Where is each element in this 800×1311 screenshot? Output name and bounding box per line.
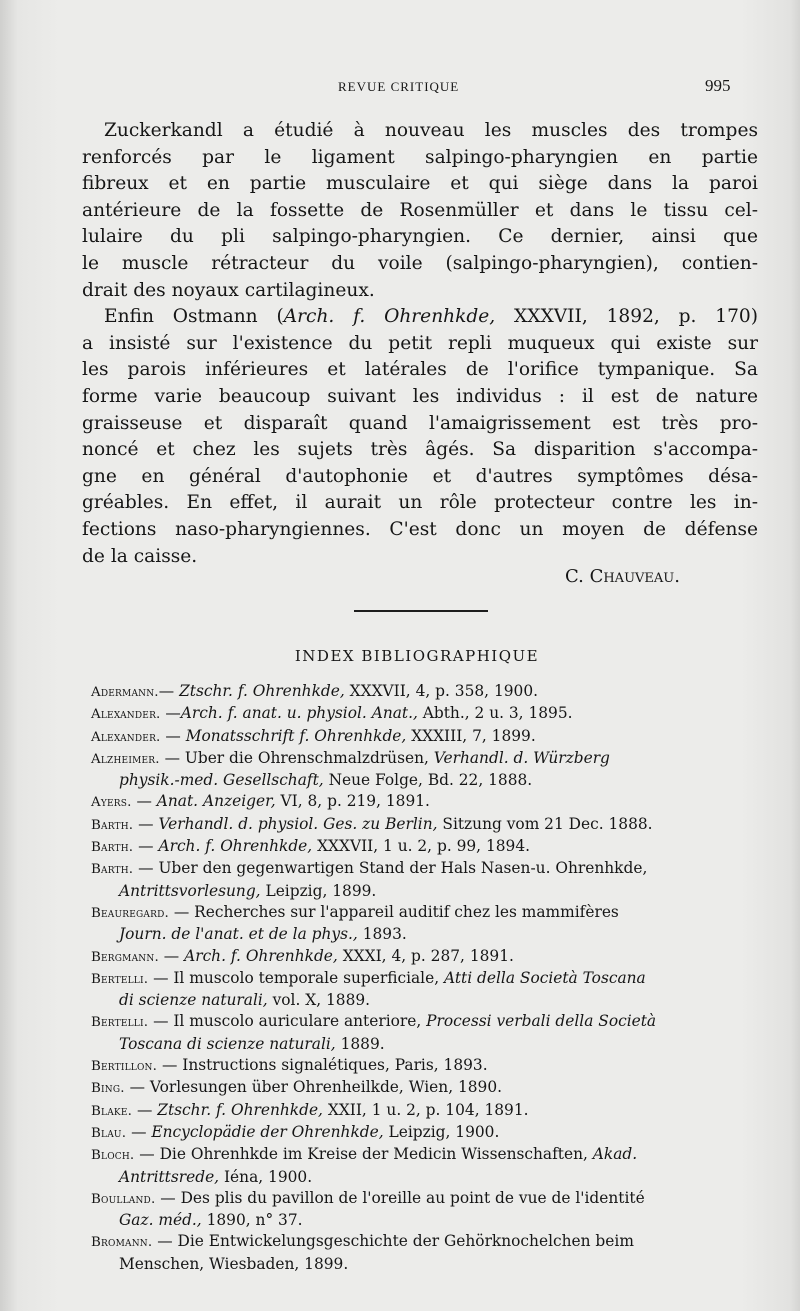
page-number: 995 bbox=[705, 76, 731, 95]
entry-source-italic: Arch. f. anat. u. physiol. Anat., bbox=[180, 704, 418, 723]
entry-source-italic: Verhandl. d. physiol. Ges. zu Berlin, bbox=[158, 814, 438, 833]
body-line: fibreux et en partie musculaire et qui siège dans la paroi bbox=[82, 173, 758, 195]
bibliography-entry bbox=[91, 946, 761, 968]
entry-author: Bloch. bbox=[91, 1148, 135, 1164]
entry-author: Barth. bbox=[91, 817, 134, 833]
body-line: drait des noyaux cartilagineux. bbox=[82, 279, 375, 301]
bibliography-entry bbox=[91, 858, 761, 902]
body-line: de la caisse. bbox=[82, 545, 198, 567]
entry-author: Barth. bbox=[91, 840, 134, 856]
entry-author: Alzheimer. bbox=[91, 751, 160, 767]
entry-source-italic: Journ. de l'anat. et de la phys., bbox=[119, 925, 358, 944]
entry-text: XXII, 1 u. 2, p. 104, 1891. bbox=[322, 1100, 529, 1119]
entry-source-italic: Gaz. méd., bbox=[119, 1211, 202, 1230]
body-line: noncé et chez les sujets très âgés. Sa disparition s'accompa- bbox=[82, 439, 758, 461]
body-line: graisseuse et disparaît quand l'amaigrissement est très pro- bbox=[82, 412, 758, 434]
bibliography-entry bbox=[91, 726, 761, 748]
entry-text: — Vorlesungen über Ohrenheilkde, Wien, 1890. bbox=[124, 1078, 503, 1097]
entry-author: Alexander. bbox=[91, 729, 161, 745]
entry-source-italic: Antrittsrede, bbox=[119, 1167, 220, 1186]
entry-line bbox=[91, 1077, 761, 1099]
running-title: REVUE CRITIQUE bbox=[338, 79, 460, 94]
entry-author: Barth. bbox=[91, 862, 134, 878]
entry-text: — bbox=[133, 837, 159, 856]
entry-author: Bertelli. bbox=[91, 1015, 149, 1031]
entry-text: — Des plis du pavillon de l'oreille au point de vue de l'identité bbox=[155, 1188, 645, 1207]
entry-line bbox=[91, 836, 761, 858]
entry-source-italic: Arch. f. Ohrenhkde, bbox=[158, 837, 313, 856]
entry-line bbox=[91, 1144, 761, 1166]
bibliography-entry bbox=[91, 748, 761, 792]
bibliography-entry bbox=[91, 791, 761, 813]
entry-text: Menschen, Wiesbaden, 1899. bbox=[119, 1254, 349, 1273]
body-line: gréables. En effet, il aurait un rôle protecteur contre les in- bbox=[82, 492, 758, 514]
entry-source-italic: Toscana di scienze naturali, bbox=[119, 1034, 336, 1053]
entry-text: vol. X, 1889. bbox=[267, 991, 371, 1010]
entry-author: Adermann. bbox=[91, 685, 159, 700]
entry-text: XXXIII, 7, 1899. bbox=[406, 726, 536, 745]
body-line: gne en général d'autophonie et d'autres symptômes désa- bbox=[82, 465, 758, 487]
entry-text: 1890, n° 37. bbox=[201, 1211, 303, 1230]
entry-text: — bbox=[158, 946, 185, 965]
entry-text: XXXVII, 1 u. 2, p. 99, 1894. bbox=[312, 837, 531, 856]
entry-line bbox=[91, 1034, 761, 1055]
entry-author: Blau. bbox=[91, 1125, 127, 1141]
bibliography-entry bbox=[91, 836, 761, 858]
body-line: renforcés par le ligament salpingo-pharyngien en partie bbox=[82, 146, 758, 168]
bibliography-list bbox=[91, 681, 761, 1275]
entry-source-italic: di scienze naturali, bbox=[119, 991, 268, 1010]
entry-author: Bertillon. bbox=[91, 1059, 158, 1075]
entry-text: — Uber den gegenwartigen Stand der Hals Nasen-u. Ohrenhkde, bbox=[133, 859, 648, 878]
entry-author: Bertelli. bbox=[91, 971, 149, 987]
entry-line bbox=[91, 1011, 761, 1033]
entry-line bbox=[91, 1210, 761, 1231]
bibliography-entry bbox=[91, 1188, 761, 1232]
entry-source-italic: Antrittsvorlesung, bbox=[119, 881, 261, 900]
entry-source-italic: Ztschr. f. Ohrenhkde, bbox=[179, 682, 345, 700]
bibliography-entry bbox=[91, 681, 761, 703]
entry-text: — Recherches sur l'appareil auditif chez les mammifères bbox=[168, 902, 619, 921]
entry-author: Bromann. bbox=[91, 1235, 153, 1251]
entry-source-italic: Akad. bbox=[592, 1145, 638, 1164]
entry-author: Bing. bbox=[91, 1081, 125, 1097]
entry-line bbox=[91, 814, 761, 836]
entry-text: — Il muscolo temporale superficiale, bbox=[148, 968, 444, 987]
body-line: Zuckerkandl a étudié à nouveau les muscles des trompes bbox=[104, 120, 758, 141]
entry-line bbox=[91, 946, 761, 968]
entry-line bbox=[91, 770, 761, 791]
entry-text: 1889. bbox=[335, 1034, 385, 1053]
entry-text: — bbox=[131, 792, 157, 811]
entry-text: — Instructions signalétiques, Paris, 1893. bbox=[157, 1056, 488, 1075]
entry-line bbox=[91, 1167, 761, 1188]
entry-text: — Uber die Ohrenschmalzdrüsen, bbox=[159, 748, 434, 767]
running-header bbox=[0, 76, 800, 96]
entry-line bbox=[91, 681, 761, 703]
entry-text: 1893. bbox=[357, 925, 407, 944]
entry-author: Ayers. bbox=[91, 795, 132, 811]
body-line: les parois inférieures et latérales de l'orifice tympanique. Sa bbox=[82, 359, 758, 381]
entry-text: — bbox=[133, 814, 159, 833]
entry-source-italic: Atti della Società Toscana bbox=[444, 968, 646, 987]
body-line: forme varie beaucoup suivant les individus : il est de nature bbox=[82, 385, 758, 407]
body-line: lulaire du pli salpingo-pharyngien. Ce dernier, ainsi que bbox=[82, 226, 758, 248]
entry-text: — bbox=[160, 726, 186, 745]
entry-author: Boulland. bbox=[91, 1191, 156, 1207]
body-line: le muscle rétracteur du voile (salpingo-pharyngien), contien- bbox=[82, 252, 758, 274]
entry-source-italic: Arch. f. Ohrenhkde, bbox=[184, 946, 338, 965]
entry-line bbox=[91, 881, 761, 902]
entry-text: XXXVII, 4, p. 358, 1900. bbox=[344, 682, 539, 700]
index-heading: INDEX BIBLIOGRAPHIQUE bbox=[294, 647, 540, 665]
entry-text: Leipzig, 1900. bbox=[383, 1122, 500, 1141]
entry-author: Bergmann. bbox=[91, 949, 159, 965]
bibliography-entry bbox=[91, 1100, 761, 1122]
bibliography-entry bbox=[91, 1231, 761, 1275]
entry-line bbox=[91, 1100, 761, 1122]
entry-source-italic: Verhandl. d. Würzberg bbox=[433, 748, 610, 767]
entry-line bbox=[91, 791, 761, 813]
entry-text: — bbox=[160, 704, 181, 723]
entry-author: Blake. bbox=[91, 1103, 133, 1119]
body-line bbox=[82, 304, 758, 331]
entry-line bbox=[91, 902, 761, 924]
author-signature: C. Chauveau. bbox=[565, 566, 680, 587]
entry-text: Neue Folge, Bd. 22, 1888. bbox=[323, 771, 533, 790]
bibliography-entry bbox=[91, 1144, 761, 1188]
entry-line bbox=[91, 726, 761, 748]
body-line: a insisté sur l'existence du petit repli muqueux qui existe sur bbox=[82, 332, 758, 354]
bibliography-entry bbox=[91, 703, 761, 725]
bibliography-entry bbox=[91, 1122, 761, 1144]
entry-line bbox=[91, 1231, 761, 1253]
body-line-text: Enfin Ostmann ( bbox=[104, 306, 284, 328]
body-line: antérieure de la fossette de Rosenmüller et dans le tissu cel- bbox=[82, 199, 758, 221]
body-line-text: XXXVII, 1892, p. 170) bbox=[495, 306, 758, 328]
entry-text: Iéna, 1900. bbox=[219, 1167, 313, 1186]
entry-line bbox=[91, 990, 761, 1011]
entry-line bbox=[91, 1055, 761, 1077]
entry-text: — Il muscolo auriculare anteriore, bbox=[148, 1012, 427, 1031]
entry-author: Alexander. bbox=[91, 707, 161, 723]
entry-line bbox=[91, 1122, 761, 1144]
entry-text: Leipzig, 1899. bbox=[260, 881, 377, 900]
bibliography-entry bbox=[91, 814, 761, 836]
bibliography-entry bbox=[91, 1077, 761, 1099]
bibliography-entry bbox=[91, 1055, 761, 1077]
entry-line bbox=[91, 858, 761, 880]
entry-text: — Die Entwickelungsgeschichte der Gehörknochelchen beim bbox=[152, 1232, 634, 1251]
entry-text: Sitzung vom 21 Dec. 1888. bbox=[437, 814, 653, 833]
bibliography-entry bbox=[91, 968, 761, 1012]
entry-source-italic: Ztschr. f. Ohrenhkde, bbox=[157, 1100, 323, 1119]
entry-source-italic: Anat. Anzeiger, bbox=[156, 792, 276, 811]
bibliography-entry bbox=[91, 902, 761, 946]
entry-line bbox=[91, 924, 761, 945]
entry-text: XXXI, 4, p. 287, 1891. bbox=[337, 946, 514, 965]
bibliography-entry bbox=[91, 1011, 761, 1055]
entry-text: — Die Ohrenhkde im Kreise der Medicin Wissenschaften, bbox=[134, 1145, 593, 1164]
entry-author: Beauregard. bbox=[91, 905, 169, 921]
entry-source-italic: physik.-med. Gesellschaft, bbox=[119, 771, 324, 790]
section-divider bbox=[354, 610, 488, 612]
entry-line bbox=[91, 1188, 761, 1210]
entry-text: — bbox=[126, 1122, 152, 1141]
entry-line bbox=[91, 968, 761, 990]
review-body-text bbox=[82, 118, 758, 570]
entry-text: Abth., 2 u. 3, 1895. bbox=[417, 704, 573, 723]
entry-source-italic: Monatsschrift f. Ohrenhkde, bbox=[185, 726, 407, 745]
entry-text: — bbox=[158, 682, 180, 700]
entry-text: — bbox=[132, 1100, 158, 1119]
body-line: fections naso-pharyngiennes. C'est donc un moyen de défense bbox=[82, 518, 758, 540]
entry-source-italic: Processi verbali della Società bbox=[426, 1012, 657, 1031]
entry-text: VI, 8, p. 219, 1891. bbox=[275, 792, 430, 811]
body-citation-italic: Arch. f. Ohrenhkde, bbox=[283, 306, 496, 328]
entry-line bbox=[91, 703, 761, 725]
entry-line bbox=[91, 1254, 761, 1275]
entry-line bbox=[91, 748, 761, 770]
entry-source-italic: Encyclopädie der Ohrenhkde, bbox=[151, 1122, 384, 1141]
